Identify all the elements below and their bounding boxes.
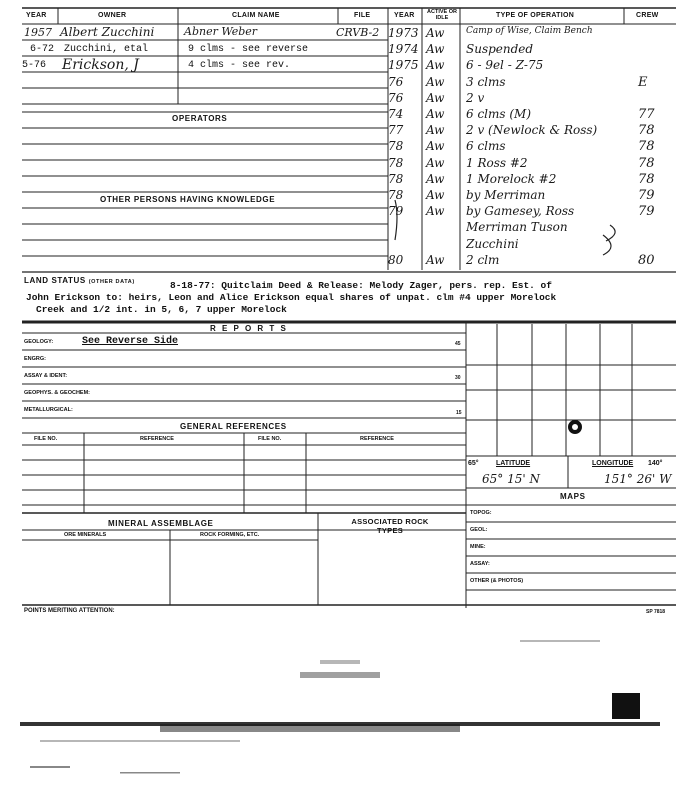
map-row-assay: ASSAY: [470,561,490,567]
reports-title: R E P O R T S [210,324,288,333]
ref-col-ref-2: REFERENCE [360,436,394,442]
op-year: 76 [388,74,404,89]
report-label-assay: ASSAY & IDENT: [24,373,68,379]
op-type: 2 v (Newlock & Ross) [466,123,598,138]
op-year: 78 [388,139,404,154]
op-status: Aw [426,171,445,186]
claim-name-1: Abner Weber [184,25,258,38]
other-persons-label: OTHER PERSONS HAVING KNOWLEDGE [100,195,276,204]
header-owner: OWNER [98,12,127,19]
op-type: 6 - 9el - Z-75 [466,58,544,73]
op-type: 6 clms [466,139,506,154]
op-status: Aw [426,252,445,267]
latitude-value: 65° 15' N [482,472,540,486]
op-type: 1 Morelock #2 [466,171,557,186]
op-crew: 80 [638,252,655,268]
op-type: 3 clms [466,74,506,89]
points-meriting-attention-label: POINTS MERITING ATTENTION: [24,608,115,614]
op-crew: 78 [638,155,655,171]
op-type: Merriman Tuson [466,220,568,235]
land-status-sublabel: (OTHER DATA) [88,279,135,285]
op-status: Aw [426,123,445,138]
owner-year-2: 6-72 [30,44,55,55]
general-references-title: GENERAL REFERENCES [180,422,287,431]
header-active-or-idle: ACTIVE OR IDLE [427,9,457,21]
lat-prefix: 65° [468,460,479,467]
operators-label: OPERATORS [172,114,228,123]
latitude-label: LATITUDE [496,460,531,467]
op-crew: 78 [638,171,655,187]
header-year-2: YEAR [394,12,415,19]
op-type: Camp of Wise, Claim Bench [466,26,593,36]
op-status: Aw [426,74,445,89]
ore-minerals-col: ORE MINERALS [64,532,107,538]
rock-forming-col: ROCK FORMING, ETC. [200,532,260,538]
map-row-topog: TOPOG: [470,510,492,516]
op-status: Aw [426,26,445,40]
mineral-assemblage-title: MINERAL ASSEMBLAGE [108,519,214,528]
map-row-other: OTHER (& PHOTOS) [470,578,524,584]
land-status-line-3: Creek and 1/2 int. in 5, 6, 7 upper Morelock [36,304,287,315]
land-status-label [24,276,135,285]
op-crew: 77 [638,107,655,122]
map-row-geol: GEOL: [470,527,488,533]
map-row-mine: MINE: [470,544,486,550]
op-status: Aw [426,155,445,170]
op-year: 78 [388,155,404,170]
report-num-assay: 30 [455,375,461,381]
op-year: 1974 [388,42,419,57]
form-code: SP 7818 [646,609,666,615]
maps-title: MAPS [560,492,586,501]
op-crew: 78 [638,139,655,155]
op-year: 78 [388,171,404,186]
op-year: 77 [388,123,404,138]
owner-name-3: Erickson, J [62,57,139,73]
owner-name-2: Zucchini, etal [64,44,149,55]
op-status: Aw [426,139,445,154]
ref-col-file-1: FILE NO. [34,436,58,442]
op-status: Aw [426,42,445,57]
report-label-engrg: ENGRG: [24,356,46,362]
report-num-metallurgical: 15 [456,410,462,416]
op-year: 79 [388,204,404,219]
op-status: Aw [426,90,445,105]
associated-rock-types: ASSOCIATED ROCK TYPES [351,517,429,535]
op-crew: E [638,74,648,90]
op-status: Aw [426,204,445,219]
ref-col-file-2: FILE NO. [258,436,282,442]
header-file: FILE [354,12,371,19]
op-crew: 78 [638,123,655,139]
op-type: 2 v [466,90,485,105]
report-label-geology: GEOLOGY: [24,339,54,345]
long-prefix: 140° [648,460,663,467]
land-status-title: LAND STATUS [24,276,86,285]
report-label-metallurgical: METALLURGICAL: [24,407,73,413]
op-status: Aw [426,58,445,73]
report-num-geology: 45 [455,341,461,347]
ref-col-ref-1: REFERENCE [140,436,174,442]
owner-year-3: 5-76 [22,60,47,71]
op-type: 6 clms (M) [466,107,532,121]
op-year: 1973 [388,26,419,40]
op-year: 78 [388,188,404,202]
file-1: CRVB-2 [336,26,380,39]
op-type: Zucchini [466,236,519,251]
op-type: 2 clm [466,252,500,267]
claim-name-3: 4 clms - see rev. [188,60,291,71]
header-crew: CREW [636,12,659,19]
op-type: 1 Ross #2 [466,155,528,170]
op-crew: 79 [638,204,655,220]
land-status-line-1: 8-18-77: Quitclaim Deed & Release: Melody Zager, pers. rep. Est. of [170,280,552,291]
owner-name-1: Albert Zucchini [60,25,155,39]
header-year: YEAR [26,12,47,19]
claim-name-2: 9 clms - see reverse [188,44,309,55]
op-year: 80 [388,252,404,267]
op-status: Aw [426,188,445,202]
op-type: Suspended [466,42,534,57]
report-label-geophys: GEOPHYS. & GEOCHEM: [24,390,91,396]
report-value-geology: See Reverse Side [82,336,179,347]
header-type-of-operation: TYPE OF OPERATION [496,12,575,19]
op-year: 76 [388,90,404,105]
longitude-value: 151° 26' W [604,472,672,486]
op-type: by Merriman [466,188,546,202]
header-claim-name: CLAIM NAME [232,12,280,19]
op-status: Aw [426,107,445,121]
op-year: 1975 [388,58,419,73]
op-crew: 79 [638,188,655,203]
owner-year-1: 1957 [24,26,52,39]
op-year: 74 [388,107,404,121]
op-type: by Gamesey, Ross [466,204,575,219]
land-status-line-2: John Erickson to: heirs, Leon and Alice Erickson equal shares of unpat. clm #4 upper Morelock [26,292,557,303]
longitude-label: LONGITUDE [592,460,634,467]
